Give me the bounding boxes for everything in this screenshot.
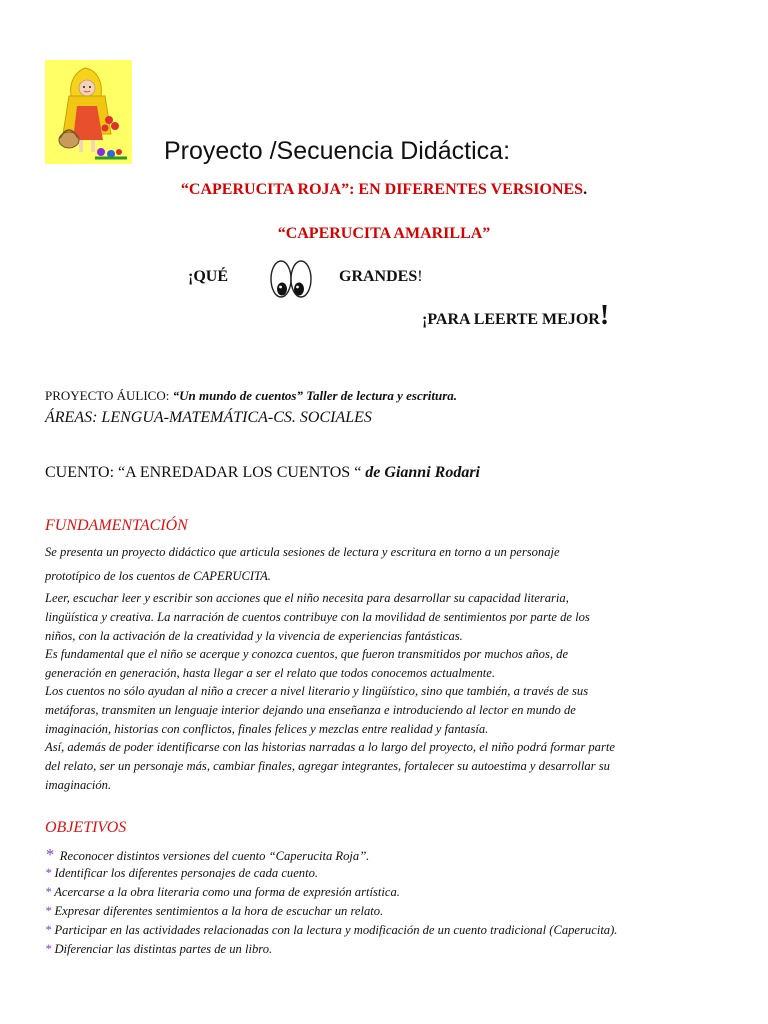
objetivos-heading: OBJETIVOS [45,819,127,836]
grandes-text [339,268,423,286]
objetivo-item [45,942,272,957]
objetivo-item [45,845,369,865]
fundamentacion-line: niños, con la activación de la creatividad y la vivencia de experiencias fantásticas. [45,629,463,643]
objetivo-text: Diferenciar las distintas partes de un libro. [54,942,273,956]
fundamentacion-line: lingüística y creativa. La narración de cuentos contribuye con la movilidad de sentimientos por parte de los [45,610,590,624]
leerte-excl: ! [599,300,610,331]
objetivo-item [45,923,617,938]
proyecto-aulico [45,388,457,404]
subtitle-versions [0,181,768,199]
fundamentacion-line: Leer, escuchar leer y escribir son acciones que el niño necesita para desarrollar su capacidad literaria, [45,591,569,605]
que-text: ¡QUÉ [188,268,228,285]
grandes-word: GRANDES [339,268,418,285]
subtitle-versions-text: “CAPERUCITA ROJA”: EN DIFERENTES VERSIONES [180,181,584,198]
bullet-star-icon: * [45,904,52,918]
fundamentacion-heading: FUNDAMENTACIÓN [45,517,188,534]
eyes-icon [268,253,314,303]
fundamentacion-line: imaginación. [45,778,112,792]
fundamentacion-line: generación en generación, hasta llegar a ser el relato que todos conocemos actualmente. [45,666,496,680]
fundamentacion-line: Es fundamental que el niño se acerque y conozca cuentos, que fueron transmitidos por muchos años, de [45,647,569,661]
objetivo-text: Identificar los diferentes personajes de cada cuento. [54,866,319,880]
leerte-words: ¡PARA LEERTE MEJOR [422,311,600,328]
fundamentacion-line: del relato, ser un personaje más, cambiar finales, agregar integrantes, fortalecer su autoestima y desarrollar su [45,759,610,773]
objetivo-text: Expresar diferentes sentimientos a la hora de escuchar un relato. [54,904,384,918]
page-title: Proyecto /Secuencia Didáctica: [164,137,511,165]
bullet-star-icon: * [45,942,52,956]
objetivo-item [45,866,318,881]
bullet-star-icon: * [45,923,52,937]
objetivo-text: Participar en las actividades relacionadas con la lectura y modificación de un cuento tradicional (Caperucita). [54,923,618,937]
cuento-label: CUENTO: “A ENREDADAR LOS CUENTOS “ [45,464,366,481]
subtitle-amarilla: “CAPERUCITA AMARILLA” [277,225,491,242]
proyecto-value: “Un mundo de cuentos” Taller de lectura y escritura. [172,388,458,403]
objetivo-item [45,885,400,900]
fundamentacion-line: imaginación, historias con conflictos, finales felices y mezclas entre realidad y fantasía. [45,722,489,736]
cuento-author: de Gianni Rodari [365,464,480,481]
areas-line: ÁREAS: LENGUA-MATEMÁTICA-CS. SOCIALES [45,409,372,426]
fundamentacion-line: Se presenta un proyecto didáctico que articula sesiones de lectura y escritura en torno a un personaje [45,545,560,559]
subtitle-versions-dot: . [583,181,588,198]
leerte-text [422,300,609,332]
fundamentacion-line: Así, además de poder identificarse con las historias narradas a lo largo del proyecto, el niño podrá formar parte [45,740,615,754]
objetivo-text: Reconocer distintos versiones del cuento “Caperucita Roja’’. [59,849,370,863]
proyecto-label: PROYECTO ÁULICO: [45,388,173,403]
cuento-line [45,464,480,482]
bullet-star-icon: * [45,866,52,880]
bullet-star-icon: * [45,885,52,899]
objetivo-text: Acercarse a la obra literaria como una forma de expresión artística. [54,885,400,899]
fundamentacion-line: prototípico de los cuentos de CAPERUCITA. [45,569,271,583]
objetivo-item [45,904,383,919]
fundamentacion-line: metáforas, transmiten un lenguaje interior dejando una enseñanza e introduciendo al lector en mundo de [45,703,576,717]
bullet-star-icon: * [45,845,54,864]
fundamentacion-line: Los cuentos no sólo ayudan al niño a crecer a nivel literario y lingüístico, sino que también, a través de sus [45,684,589,698]
grandes-excl: ! [417,268,423,285]
